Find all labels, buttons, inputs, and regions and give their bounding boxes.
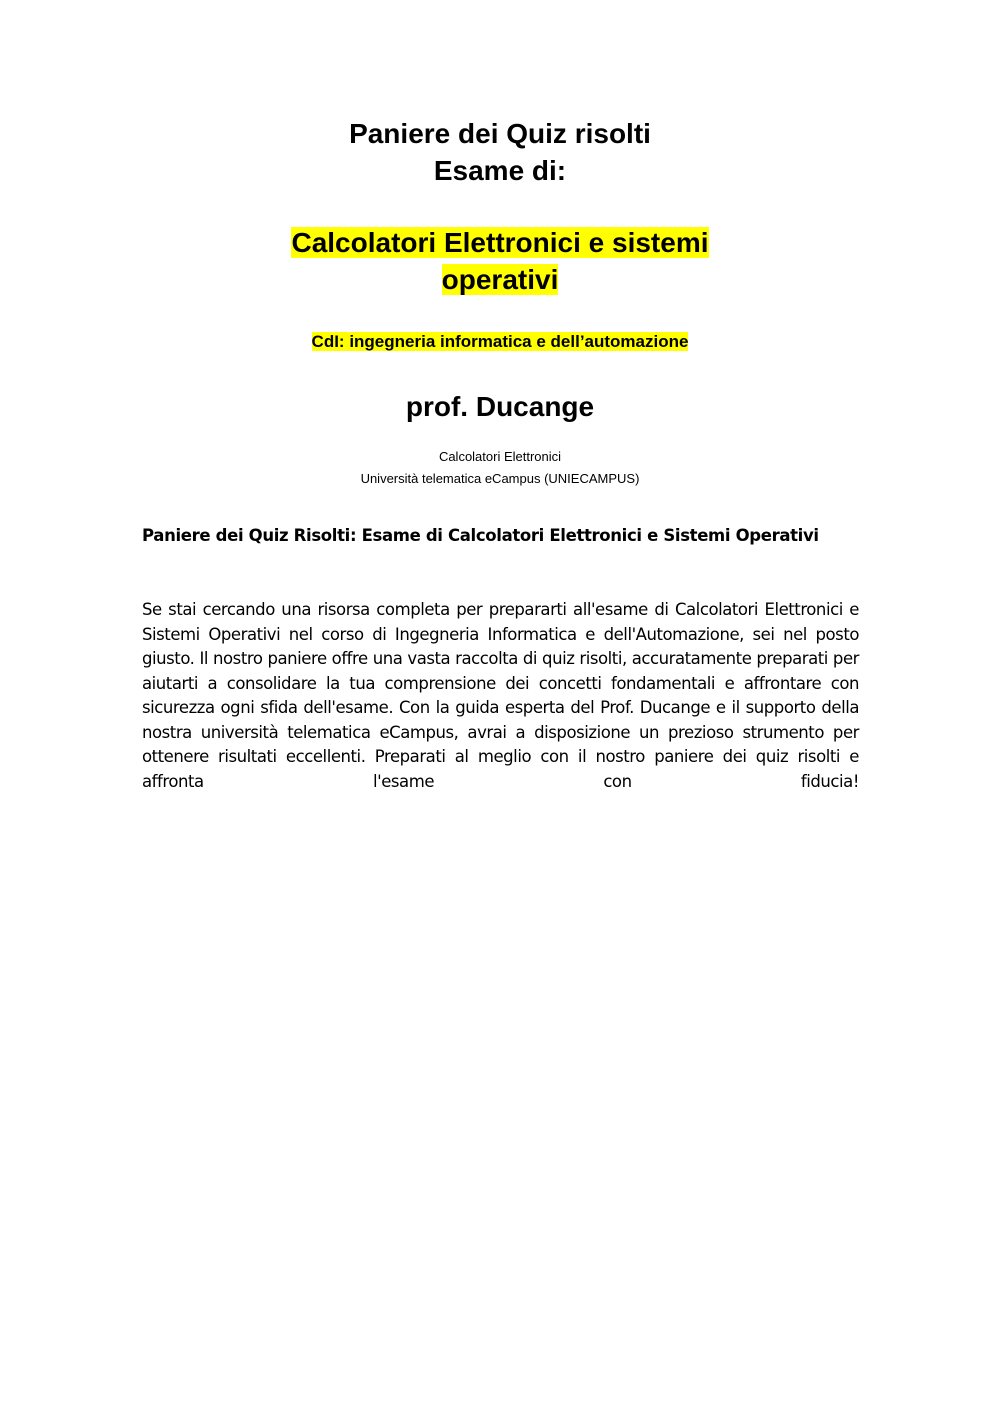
university-name: Università telematica eCampus (UNIECAMPUS)	[360, 471, 640, 486]
course-name: Calcolatori Elettronici	[438, 449, 562, 464]
subject-line-2: operativi	[441, 264, 559, 295]
degree-course	[0, 330, 1000, 354]
title-line-2: Esame di:	[433, 155, 567, 186]
section-body: Se stai cercando una risorsa completa per prepararti all'esame di Calcolatori Elettronici e Sistemi Operativi nel corso di Ingegneria Informatica e dell'Automazione, sei nel posto giusto. Il nostro paniere offre una vasta raccolta di quiz risolti, accuratamente preparati per aiutarti a consolidare la tua comprensione dei concetti fondamentali e affrontare con sicurezza ogni sfida dell'esame. Con la guida esperta del Prof. Ducange e il supporto della nostra università telematica eCampus, avrai a disposizione un prezioso strumento per ottenere risultati eccellenti. Preparati al meglio con il nostro paniere dei quiz risolti e affronta l'esame con fiducia!	[142, 600, 859, 791]
title-line-1: Paniere dei Quiz risolti	[349, 118, 651, 149]
professor-name: prof. Ducange	[405, 391, 595, 422]
professor-block	[0, 387, 1000, 427]
course-meta	[0, 446, 1000, 490]
document-title	[0, 115, 1000, 189]
subject-title	[0, 224, 1000, 298]
subject-line-1: Calcolatori Elettronici e sistemi	[291, 227, 709, 258]
section-heading: Paniere dei Quiz Risolti: Esame di Calcolatori Elettronici e Sistemi Operativi	[142, 526, 819, 545]
degree-course-label: CdI: ingegneria informatica e dell’automazione	[311, 332, 689, 351]
